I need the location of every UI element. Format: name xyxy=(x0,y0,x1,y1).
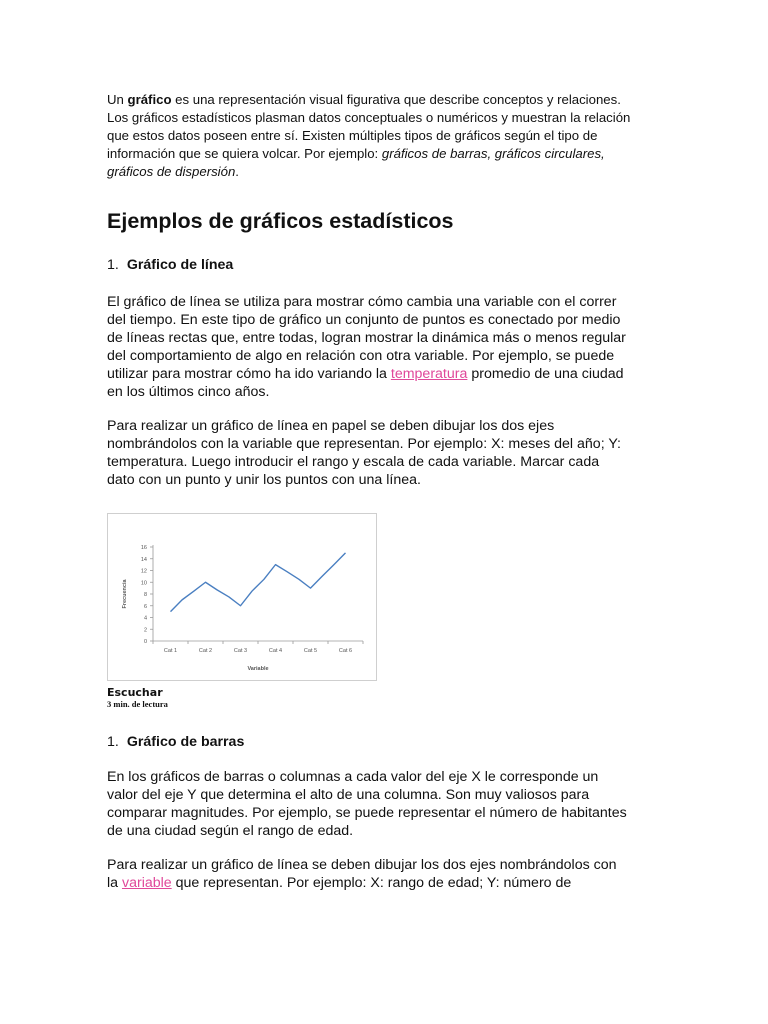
section1-paragraph2 xyxy=(107,417,667,489)
variable-link[interactable]: variable xyxy=(121,875,172,891)
s1p2-line1: Para realizar un gráfico de línea en papel se deben dibujar los dos ejes xyxy=(107,418,555,434)
intro-text-start: Un xyxy=(107,92,128,107)
section2-paragraph2 xyxy=(107,856,667,892)
y-tick-label: 10 xyxy=(140,580,147,587)
intro-paragraph xyxy=(107,91,667,181)
s2p1-line2: valor del eje Y que determina el alto de una columna. Son muy valiosos para xyxy=(107,787,590,803)
temperatura-link[interactable]: temperatura xyxy=(390,366,468,382)
page-heading: Ejemplos de gráficos estadísticos xyxy=(107,209,454,233)
intro-text-line1: es una representación visual figurativa que describe conceptos y relaciones. xyxy=(171,92,621,107)
section1-title-text: Gráfico de línea xyxy=(126,257,234,273)
intro-period: . xyxy=(235,164,239,179)
y-tick-label: 12 xyxy=(140,568,147,575)
x-tick-label: Cat 2 xyxy=(198,648,213,654)
section1-number: 1. xyxy=(107,257,119,273)
s2p1-line3: comparar magnitudes. Por ejemplo, se puede representar el número de habitantes xyxy=(107,805,627,821)
intro-text-line4: información que se quiera volcar. Por ejemplo: xyxy=(107,146,382,161)
y-tick-label: 6 xyxy=(143,603,147,610)
s1p2-line3: temperatura. Luego introducir el rango y escala de cada variable. Marcar cada xyxy=(107,454,600,470)
y-tick-label: 8 xyxy=(143,592,147,598)
x-tick-label: Cat 1 xyxy=(163,648,178,654)
line-chart-figure xyxy=(107,513,377,681)
x-tick-label: Cat 5 xyxy=(303,648,318,654)
section1-title xyxy=(107,255,667,275)
y-axis-label: Frecuencia xyxy=(122,579,128,609)
document-page xyxy=(107,91,667,892)
reading-time: 3 min. de lectura xyxy=(107,699,168,709)
intro-italic-examples-2: gráficos de dispersión xyxy=(107,164,236,179)
section1-paragraph1 xyxy=(107,293,667,401)
listen-label[interactable]: Escuchar xyxy=(107,686,163,699)
intro-text-line2: Los gráficos estadísticos plasman datos conceptuales o numéricos y muestran la relación xyxy=(107,110,631,125)
line-chart xyxy=(108,514,378,682)
s2p2-line2-end: que representan. Por ejemplo: X: rango de edad; Y: número de xyxy=(171,875,572,891)
s1p1-line5-end: promedio de una ciudad xyxy=(467,366,624,382)
intro-italic-examples: gráficos de barras, gráficos circulares, xyxy=(381,146,605,161)
y-tick-label: 2 xyxy=(143,627,147,634)
s1p1-line5-start: utilizar para mostrar cómo ha ido variando la xyxy=(107,366,391,382)
s1p1-line4: del comportamiento de algo en relación con otra variable. Por ejemplo, se puede xyxy=(107,348,615,364)
x-tick-label: Cat 4 xyxy=(268,648,283,654)
s2p2-line1: Para realizar un gráfico de línea se deben dibujar los dos ejes nombrándolos con xyxy=(107,857,617,873)
series-line xyxy=(171,553,346,612)
s1p2-line2: nombrándolos con la variable que representan. Por ejemplo: X: meses del año; Y: xyxy=(107,436,621,452)
x-tick-label: Cat 6 xyxy=(338,648,353,654)
intro-bold-term: gráfico xyxy=(127,92,172,107)
s2p1-line4: de una ciudad según el rango de edad. xyxy=(107,823,354,839)
s2p1-line1: En los gráficos de barras o columnas a cada valor del eje X le corresponde un xyxy=(107,769,599,785)
section2-title-text: Gráfico de barras xyxy=(126,734,245,750)
y-tick-label: 16 xyxy=(140,545,147,551)
s1p1-line1: El gráfico de línea se utiliza para mostrar cómo cambia una variable con el correr xyxy=(107,294,617,310)
intro-text-line3: que estos datos poseen entre sí. Existen múltiples tipos de gráficos según el tipo de xyxy=(107,128,598,143)
section2-title xyxy=(107,732,667,752)
section2-number: 1. xyxy=(107,734,119,750)
s2p2-line2-start: la xyxy=(107,875,122,891)
y-tick-label: 14 xyxy=(140,556,147,563)
y-tick-label: 4 xyxy=(143,615,147,622)
x-axis-label: Variable xyxy=(247,666,269,672)
s1p1-line3: de líneas rectas que, entre todas, logran mostrar la dinámica más o menos regular xyxy=(107,330,626,346)
s1p1-line6: en los últimos cinco años. xyxy=(107,384,270,400)
section2-paragraph1 xyxy=(107,768,667,840)
y-tick-label: 0 xyxy=(143,639,147,645)
x-tick-label: Cat 3 xyxy=(233,648,248,654)
s1p2-line4: dato con un punto y unir los puntos con una línea. xyxy=(107,472,421,488)
s1p1-line2: del tiempo. En este tipo de gráfico un conjunto de puntos es conectado por medio xyxy=(107,312,621,328)
